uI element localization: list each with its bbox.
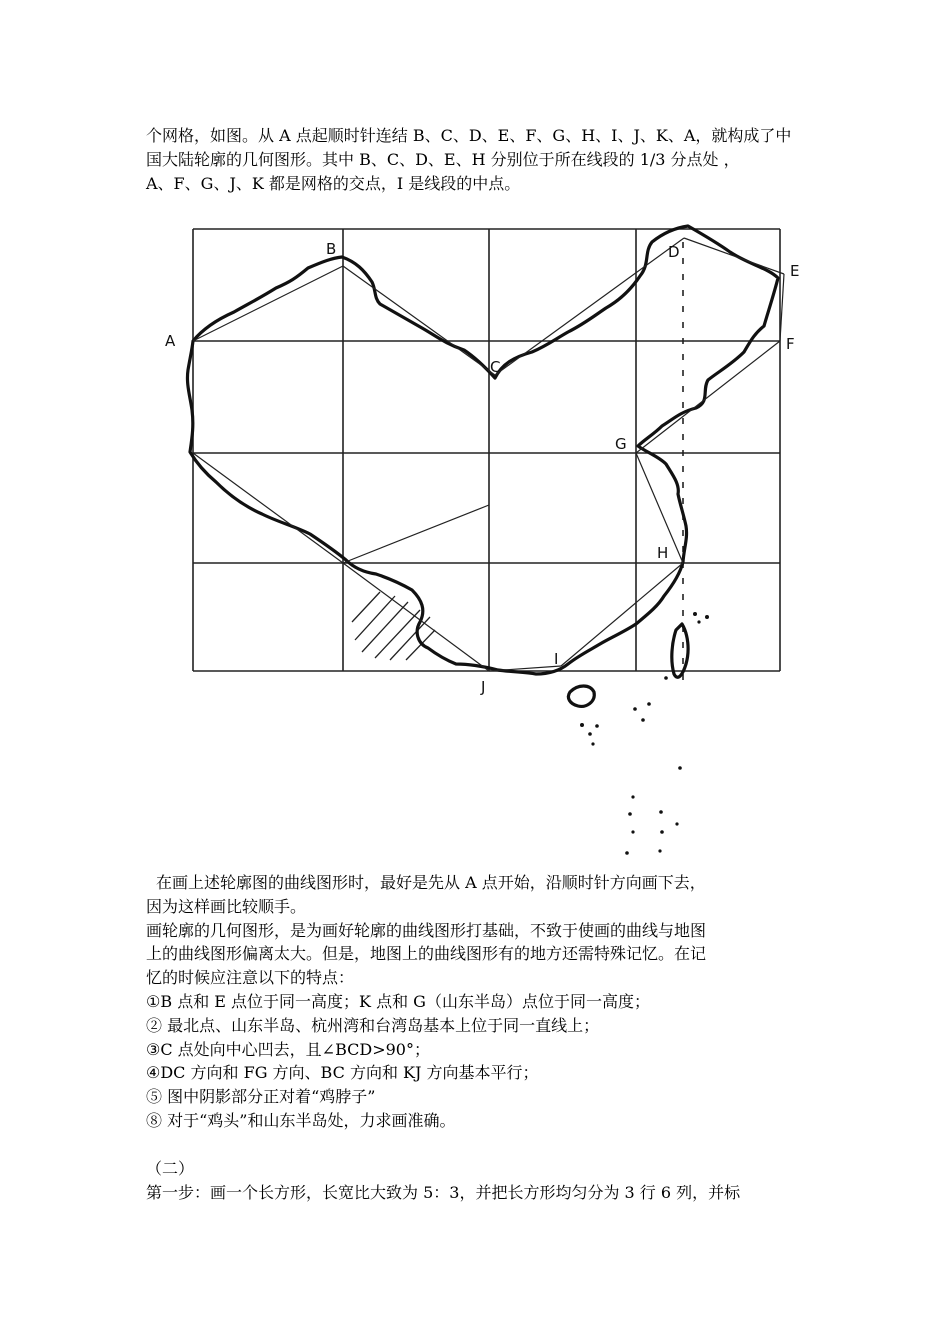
text-line: 个网格，如图。从 A 点起顺时针连结 B、C、D、E、F、G、H、I、J、K、A，就构成了中 xyxy=(146,126,792,145)
label-e: E xyxy=(790,262,800,280)
point-labels xyxy=(165,240,799,696)
label-a: A xyxy=(165,332,176,350)
hainan-island xyxy=(568,686,594,706)
text-line: 上的曲线图形偏离太大。但是，地图上的曲线图形有的地方还需特殊记忆。在记 xyxy=(146,944,707,964)
china-coastline xyxy=(187,226,778,674)
body-paragraphs xyxy=(146,871,810,1204)
text-line: 画轮廓的几何图形，是为画好轮廓的曲线图形打基础，不致于使画的曲线与地图 xyxy=(146,920,707,940)
list-item: ①B 点和 E 点位于同一高度；K 点和 G（山东半岛）点位于同一高度； xyxy=(146,991,650,1011)
label-h: H xyxy=(657,544,669,562)
list-item: ② 最北点、山东半岛、杭州湾和台湾岛基本上位于同一直线上； xyxy=(146,1015,600,1035)
list-item: ⑤ 图中阴影部分正对着“鸡脖子” xyxy=(146,1087,376,1107)
label-d: D xyxy=(668,243,680,261)
text-line: 忆的时候应注意以下的特点： xyxy=(146,968,355,988)
label-g: G xyxy=(615,435,627,453)
text-line: 在画上述轮廓图的曲线图形时，最好是先从 A 点开始，沿顺时针方向画下去， xyxy=(156,873,706,892)
list-item: ⑧ 对于“鸡头”和山东半岛处，力求画准确。 xyxy=(146,1110,456,1130)
section-title: （二） xyxy=(146,1158,195,1178)
intro-paragraph xyxy=(146,124,810,195)
label-c: C xyxy=(490,358,501,376)
list-item: ④DC 方向和 FG 方向、BC 方向和 KJ 方向基本平行； xyxy=(146,1063,539,1083)
step-text: 第一步：画一个长方形，长宽比大致为 5：3，并把长方形均匀分为 3 行 6 列，并标 xyxy=(146,1182,741,1202)
label-j: J xyxy=(481,678,486,696)
label-f: F xyxy=(786,335,795,353)
text-line: A、F、G、J、K 都是网格的交点，I 是线段的中点。 xyxy=(146,173,521,193)
text-line: 因为这样画比较顺手。 xyxy=(146,896,307,916)
shaded-area xyxy=(352,592,435,660)
taiwan-island xyxy=(672,624,688,677)
spacer xyxy=(146,1133,810,1157)
text-line: 国大陆轮廓的几何图形。其中 B、C、D、E、H 分别位于所在线段的 1/3 分点处 ， xyxy=(146,149,740,169)
label-i: I xyxy=(554,650,559,668)
list-item: ③C 点处向中心凹去，且∠BCD>90°； xyxy=(146,1039,430,1059)
label-b: B xyxy=(326,240,337,258)
china-outline-grid-figure xyxy=(150,212,820,872)
